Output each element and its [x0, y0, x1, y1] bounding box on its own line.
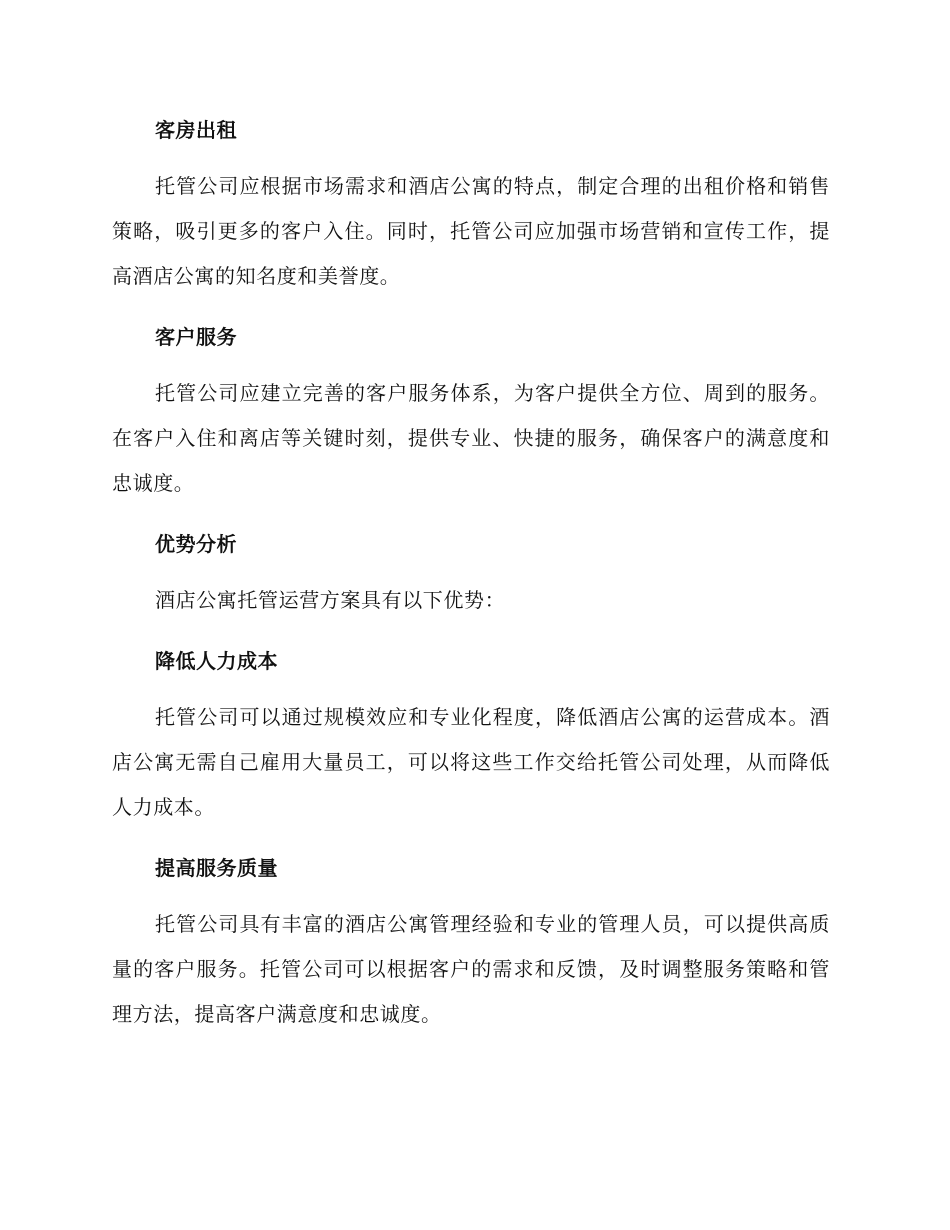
section-heading-reduce-labor-cost: 降低人力成本 — [155, 649, 278, 673]
section-body-room-rental: 托管公司应根据市场需求和酒店公寓的特点，制定合理的出租价格和销售策略，吸引更多的客户入住。同时，托管公司应加强市场营销和宣传工作，提高酒店公寓的知名度和美誉度。 — [112, 174, 830, 288]
section-body-customer-service: 托管公司应建立完善的客户服务体系，为客户提供全方位、周到的服务。在客户入住和离店等关键时刻，提供专业、快捷的服务，确保客户的满意度和忠诚度。 — [112, 381, 830, 495]
section-body-advantage-analysis: 酒店公寓托管运营方案具有以下优势： — [155, 588, 506, 612]
section-heading-advantage-analysis: 优势分析 — [155, 532, 237, 556]
section-body-reduce-labor-cost: 托管公司可以通过规模效应和专业化程度，降低酒店公寓的运营成本。酒店公寓无需自己雇用大量员工，可以将这些工作交给托管公司处理，从而降低人力成本。 — [112, 705, 830, 819]
section-heading-improve-service-quality: 提高服务质量 — [155, 856, 278, 880]
section-heading-room-rental: 客房出租 — [155, 118, 237, 142]
section-body-improve-service-quality: 托管公司具有丰富的酒店公寓管理经验和专业的管理人员，可以提供高质量的客户服务。托管公司可以根据客户的需求和反馈，及时调整服务策略和管理方法，提高客户满意度和忠诚度。 — [112, 912, 830, 1026]
section-heading-customer-service: 客户服务 — [155, 325, 237, 349]
